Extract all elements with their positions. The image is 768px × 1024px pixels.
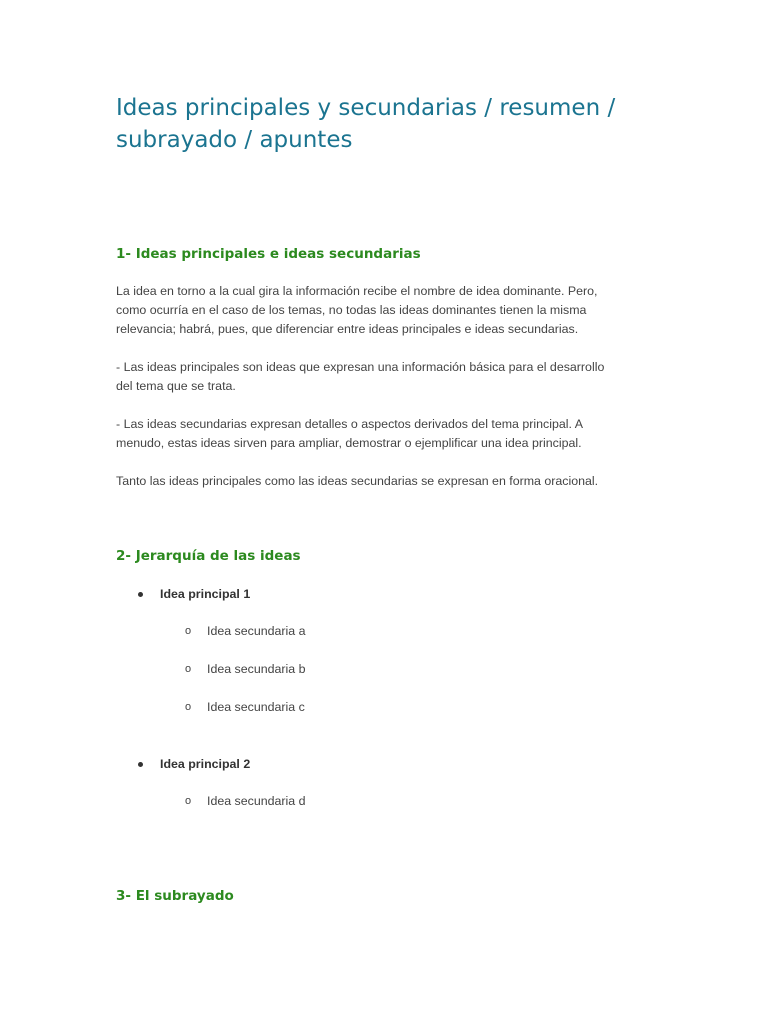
list-item-main-idea <box>138 585 250 603</box>
circle-bullet-icon: o <box>185 625 192 637</box>
bullet-icon <box>138 592 143 597</box>
paragraph-line: Tanto las ideas principales como las ideas secundarias se expresan en forma oracional. <box>116 474 599 488</box>
section-heading-jerarquia: 2- Jerarquía de las ideas <box>116 548 301 564</box>
main-idea-label: Idea principal 1 <box>160 587 251 601</box>
paragraph-line: del tema que se trata. <box>116 379 236 393</box>
paragraph-line: como ocurría en el caso de los temas, no todas las ideas dominantes tienen la misma <box>116 303 587 317</box>
paragraph-line: La idea en torno a la cual gira la información recibe el nombre de idea dominante. Pero, <box>116 284 598 298</box>
circle-bullet-icon: o <box>185 795 192 807</box>
sub-idea-label: Idea secundaria a <box>207 624 306 638</box>
paragraph-line: - Las ideas principales son ideas que expresan una información básica para el desarrollo <box>116 360 605 374</box>
circle-bullet-icon: o <box>185 701 192 713</box>
sub-idea-label: Idea secundaria c <box>207 700 305 714</box>
paragraph-line: menudo, estas ideas sirven para ampliar, demostrar o ejemplificar una idea principal. <box>116 436 582 450</box>
paragraph-ideas-principales <box>116 358 656 396</box>
paragraph-line: - Las ideas secundarias expresan detalles o aspectos derivados del tema principal. A <box>116 417 583 431</box>
main-idea-label: Idea principal 2 <box>160 757 251 771</box>
section-heading-subrayado: 3- El subrayado <box>116 888 234 904</box>
document-title <box>116 92 676 156</box>
list-item-sub-idea <box>185 792 306 810</box>
list-item-sub-idea <box>185 622 306 640</box>
list-item-sub-idea <box>185 660 306 678</box>
list-item-sub-idea <box>185 698 305 716</box>
paragraph-forma-oracional <box>116 472 656 491</box>
paragraph-ideas-secundarias <box>116 415 656 453</box>
list-item-main-idea <box>138 755 250 773</box>
paragraph-line: relevancia; habrá, pues, que diferenciar entre ideas principales e ideas secundarias. <box>116 322 579 336</box>
section-heading-ideas: 1- Ideas principales e ideas secundarias <box>116 246 421 262</box>
title-line: subrayado / apuntes <box>116 127 353 153</box>
sub-idea-label: Idea secundaria d <box>207 794 306 808</box>
bullet-icon <box>138 762 143 767</box>
sub-idea-label: Idea secundaria b <box>207 662 306 676</box>
paragraph-idea-dominante <box>116 282 656 339</box>
circle-bullet-icon: o <box>185 663 192 675</box>
title-line: Ideas principales y secundarias / resumen / <box>116 95 616 121</box>
